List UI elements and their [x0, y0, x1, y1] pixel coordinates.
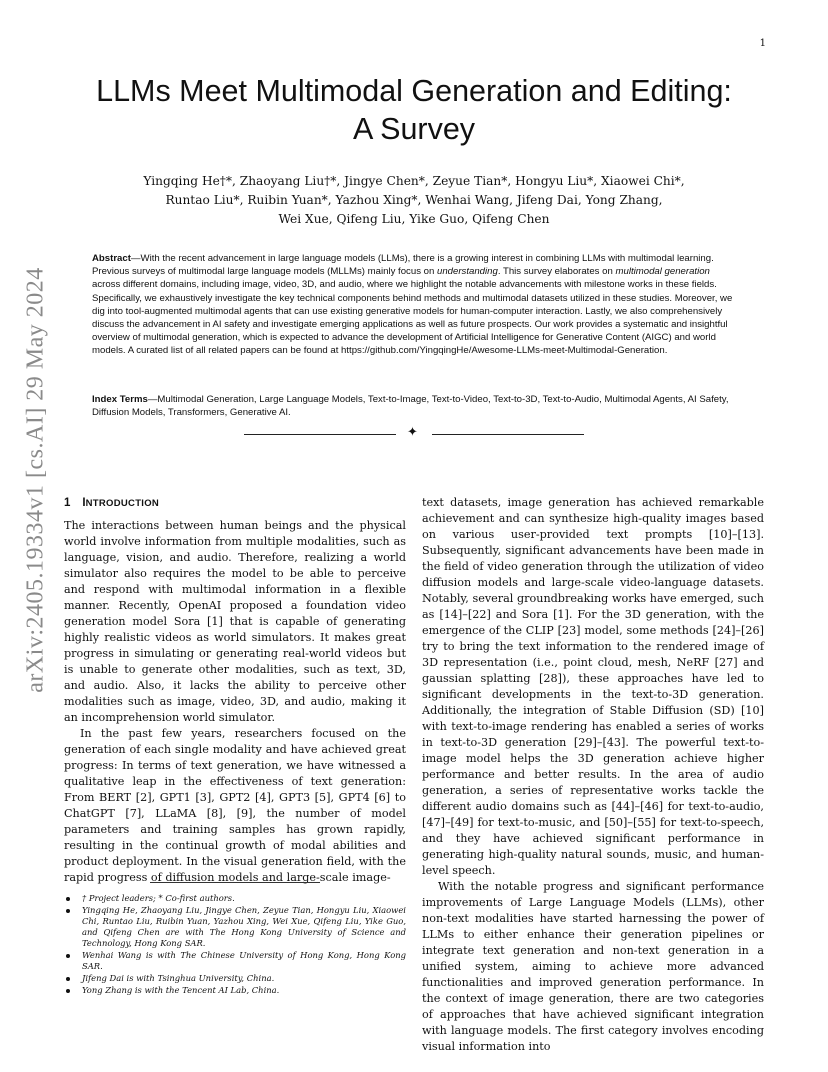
abstract-text-2: . This survey elaborates on	[497, 266, 616, 278]
abstract	[92, 252, 736, 358]
abstract-text-1: —With the recent advancement in large language models (LLMs), there is a growing interest in combining LLMs with multimodal learning. Previous surveys of multimodal large language models (MLLMs) mainly focus on	[92, 253, 714, 278]
index-terms-label: Index Terms	[92, 394, 148, 405]
section-first-letter: I	[82, 497, 86, 509]
footnotes	[64, 893, 406, 997]
abstract-text-3: across different domains, including image, video, 3D, and audio, where we highlight the notable advancements with milestone works in these fields. Specifically, we exhaustively investigate the key technical components behind methods and multimodal datasets utilized in these studies. Moreover, we dig into tool-augmented multimodal agents that can use existing generative models for human-computer interaction. Lastly, we also comprehensively discuss the advancement in AI safety and investigate emerging applications as well as future prospects. Our work provides a systematic and insightful overview of multimodal generation, which is expected to advance the development of Artificial Intelligence for Generative Content (AIGC) and world models. A curated list of all related papers can be found at https://github.com/YingqingHe/Awesome-LLMs-meet-Multimodal-Generation.	[92, 279, 733, 357]
footnote: Jifeng Dai is with Tsinghua University, China.	[64, 973, 406, 984]
left-column	[64, 495, 406, 886]
section-number: 1	[64, 497, 71, 509]
divider-line-right	[432, 434, 584, 435]
footnote: Yingqing He, Zhaoyang Liu, Jingye Chen, Zeyue Tian, Hongyu Liu, Xiaowei Chi, Runtao Liu, Ruibin Yuan, Yazhou Xing, Wei Xue, Qifeng Liu, Yike Guo, and Qifeng Chen are with The Hong Kong University of Science and Technology, Hong Kong SAR.	[64, 905, 406, 949]
section-heading	[64, 495, 406, 512]
title-line-1: LLMs Meet Multimodal Generation and Editing:	[96, 74, 732, 108]
abstract-label: Abstract	[92, 253, 131, 264]
paragraph: In the past few years, researchers focused on the generation of each single modality and have achieved great progress: In terms of text generation, we have witnessed a qualitative leap in the effectiveness of text generation: From BERT [2], GPT1 [3], GPT2 [4], GPT3 [5], GPT4 [6] to ChatGPT [7], LLaMA [8], [9], the number of model parameters and training samples has grown rapidly, resulting in the continual growth of modal abilities and product deployment. In the visual generation field, with the rapid progress of diffusion models and large-scale image-	[64, 727, 406, 884]
paragraph: With the notable progress and significant performance improvements of Large Language Models (LLMs), other non-text modalities have started harnessing the power of LLMs to either enhance their generation pipelines or integrate text generation and non-text generation in a unified system, aiming to achieve more advanced functionalities and improved generation performance. In the context of image generation, there are two categories of approaches that have achieved significant integration with language models. The first category involves encoding visual information into	[422, 880, 764, 1053]
author-list	[100, 172, 728, 229]
title-line-2: A Survey	[352, 112, 476, 146]
index-terms	[92, 393, 736, 419]
abstract-emphasis-generation: multimodal generation	[615, 266, 710, 278]
page-number: 1	[759, 38, 766, 49]
abstract-emphasis-understanding: understanding	[437, 266, 498, 278]
footnote: Yong Zhang is with the Tencent AI Lab, China.	[64, 985, 406, 996]
section-title-rest: NTRODUCTION	[85, 498, 160, 509]
paper-title	[60, 72, 768, 148]
paragraph: text datasets, image generation has achieved remarkable achievement and can synthesize high-quality images based on various user-provided text prompts [10]–[13]. Subsequently, significant advancements have been made in the field of video generation through the utilization of video diffusion models and large-scale video-language datasets. Notably, several groundbreaking works have emerged, such as [14]–[22] and Sora [1]. For the 3D generation, with the emergence of the CLIP [23] model, some methods [24]–[26] try to bring the text information to the rendered image of 3D representation (i.e., point cloud, mesh, NeRF [27] and gaussian splatting [28]), these approaches have led to significant developments in the text-to-3D generation. Additionally, the integration of Stable Diffusion (SD) [10] with text-to-image rendering has enabled a series of works in text-to-3D generation [29]–[43]. The powerful text-to-image model helps the 3D generation achieve higher performance and better results. In the area of audio generation, a series of representative works tackle the different audio domains such as [44]–[46] for text-to-audio, [47]–[49] for text-to-music, and [50]–[55] for text-to-speech, and they have achieved significant performance in generating high-quality natural sounds, music, and human-level speech.	[422, 496, 764, 877]
section-divider	[244, 425, 584, 442]
paragraph: The interactions between human beings and the physical world involve information from multiple modalities, such as language, vision, and audio. Therefore, realizing a world simulator also requires the model to be able to perceive and respond with multimodal information in a flexible manner. Recently, OpenAI proposed a foundation video generation model Sora [1] that is capable of generating highly realistic videos as world simulators. It makes great progress in simulating or generating real-world videos but is unable to generate other modalities, such as text, 3D, and audio. Also, it lacks the ability to perceive other modalities such as image, video, 3D, and audio, making it an incomprehension world simulator.	[64, 519, 406, 724]
authors-line-3: Wei Xue, Qifeng Liu, Yike Guo, Qifeng Chen	[278, 212, 550, 226]
authors-line-1: Yingqing He†*, Zhaoyang Liu†*, Jingye Chen*, Zeyue Tian*, Hongyu Liu*, Xiaowei Chi*,	[143, 174, 685, 188]
index-terms-text: —Multimodal Generation, Large Language Models, Text-to-Image, Text-to-Video, Text-to-3D, Text-to-Audio, Multimodal Agents, AI Safety, Diffusion Models, Transformers, Generative AI.	[92, 394, 729, 419]
footnote-rule	[150, 882, 320, 883]
arxiv-watermark: arXiv:2405.19334v1 [cs.AI] 29 May 2024	[22, 267, 49, 693]
divider-star-icon: ✦	[407, 425, 418, 440]
divider-line-left	[244, 434, 396, 435]
authors-line-2: Runtao Liu*, Ruibin Yuan*, Yazhou Xing*, Wenhai Wang, Jifeng Dai, Yong Zhang,	[165, 193, 663, 207]
footnote: † Project leaders; * Co-first authors.	[64, 893, 406, 904]
footnote: Wenhai Wang is with The Chinese University of Hong Kong, Hong Kong SAR.	[64, 950, 406, 972]
right-column	[422, 495, 764, 1055]
